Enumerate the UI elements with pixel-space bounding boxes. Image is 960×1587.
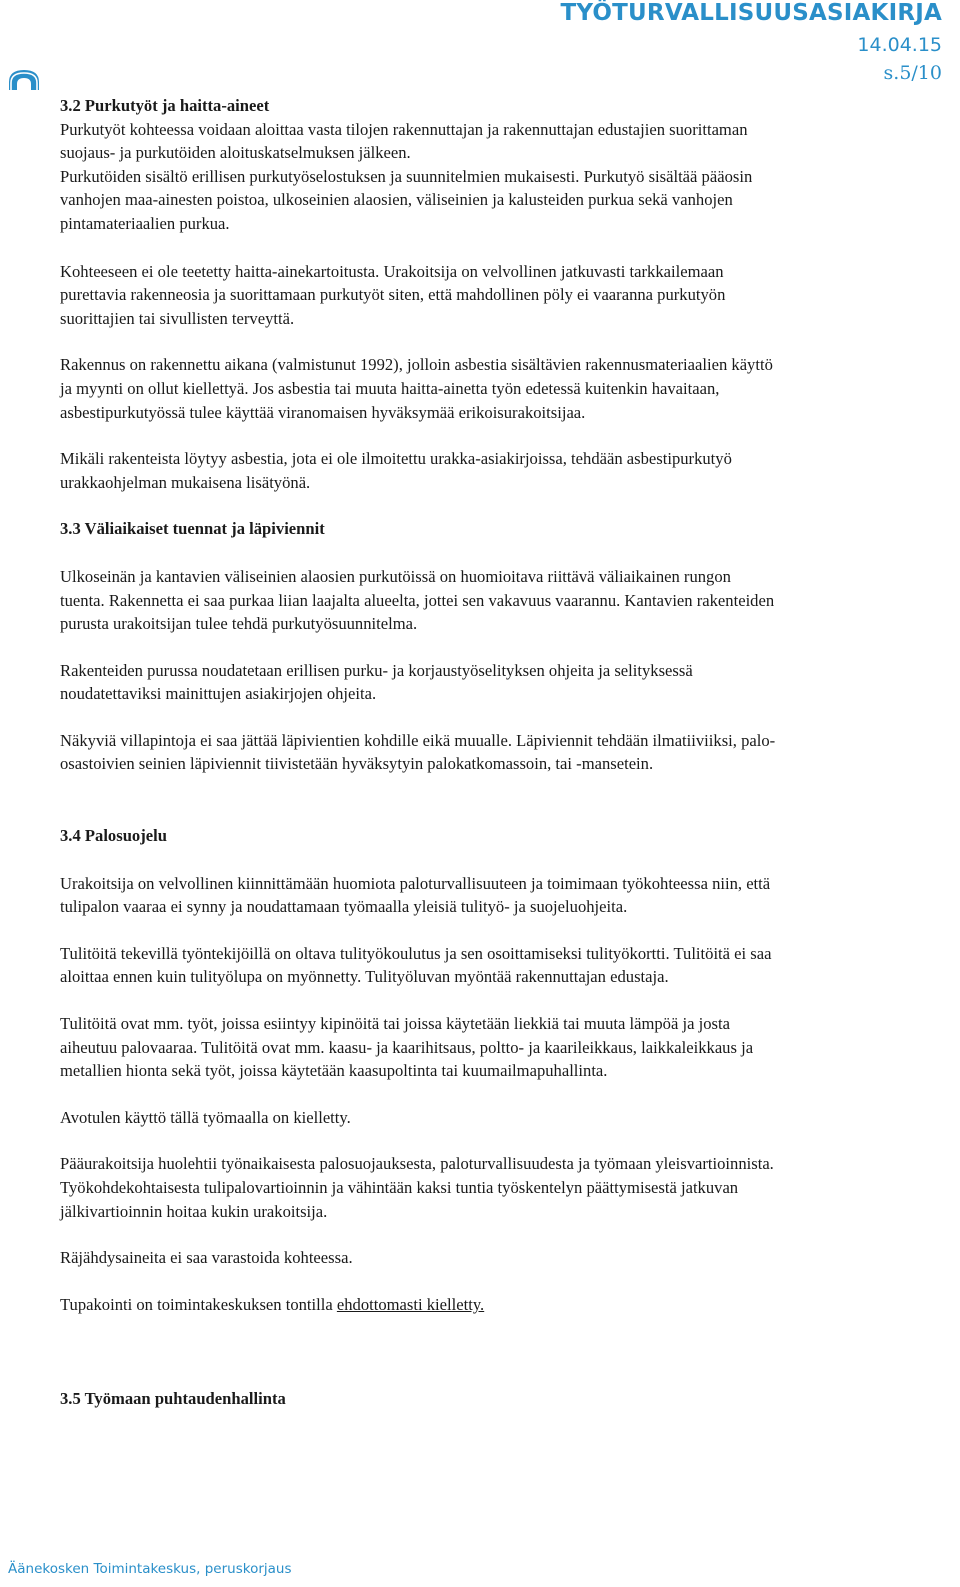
paragraph-line: noudatettaviksi mainittujen asiakirjojen ohjeita. (60, 684, 377, 704)
paragraph-line: aiheutuu palovaaraa. Tulitöitä ovat mm. kaasu- ja kaarihitsaus, poltto- ja kaarileikkaus, laikkaleikkaus ja (60, 1037, 754, 1057)
paragraph-line: metallien hionta sekä työt, joissa käytetään kaasupoltinta tai kuumailmapuhallinta. (60, 1061, 608, 1081)
paragraph-line: suojaus- ja purkutöiden aloituskatselmuksen jälkeen. (60, 143, 411, 163)
section-heading: 3.3 Väliaikaiset tuennat ja läpiviennit (60, 519, 325, 539)
paragraph-line: Ulkoseinän ja kantavien väliseinien alaosien purkutöissä on huomioitava riittävä väliaikainen rungon (60, 566, 731, 586)
paragraph-line: urakkaohjelman mukaisena lisätyönä. (60, 472, 311, 492)
paragraph-line: Mikäli rakenteista löytyy asbestia, jota ei ole ilmoitettu urakka-asiakirjoissa, tehdään asbestipurkutyö (60, 449, 732, 469)
text-span: Tupakointi on toimintakeskuksen tontilla (60, 1294, 337, 1314)
arch-logo-icon (7, 66, 41, 90)
paragraph-line: Tulitöitä ovat mm. työt, joissa esiintyy kipinöitä tai joissa käytetään liekkiä tai muuta lämpöä ja josta (60, 1014, 730, 1034)
footer-text: Äänekosken Toimintakeskus, peruskorjaus (8, 1561, 292, 1577)
paragraph-line: Tulitöitä tekevillä työntekijöillä on oltava tulityökoulutus ja sen osoittamiseksi tulityökortti. Tulitöitä ei saa (60, 943, 772, 963)
paragraph-line: Räjähdysaineita ei saa varastoida kohteessa. (60, 1248, 353, 1268)
paragraph-line: jälkivartioinnin hoitaa kukin urakoitsija. (60, 1201, 328, 1221)
paragraph-line (60, 1293, 940, 1317)
paragraph-line: pintamateriaalien purkua. (60, 213, 230, 233)
paragraph-line: tuenta. Rakennetta ei saa purkaa liian laajalta alueelta, jottei sen vakavuus vaarannu. Kantavien rakenteiden (60, 590, 775, 610)
paragraph-line: Pääurakoitsija huolehtii työnaikaisesta palosuojauksesta, paloturvallisuudesta ja työmaan yleisvartioinnista. (60, 1154, 774, 1174)
paragraph-line: ja myynti on ollut kiellettyä. Jos asbestia tai muuta haitta-ainetta työn edetessä kuitenkin havaitaan, (60, 378, 720, 398)
header-date: 14.04.15 (857, 34, 942, 56)
header-title: TYÖTURVALLISUUSASIAKIRJA (560, 0, 942, 26)
paragraph-line: Kohteeseen ei ole teetetty haitta-ainekartoitusta. Urakoitsija on velvollinen jatkuvasti tarkkailemaan (60, 261, 724, 281)
section-heading: 3.2 Purkutyöt ja haitta-aineet (60, 96, 270, 115)
paragraph-line: Purkutöiden sisältö erillisen purkutyöselostuksen ja suunnitelmien mukaisesti. Purkutyö sisältää pääosin (60, 166, 753, 186)
paragraph-line: tulipalon vaaraa ei synny ja noudattamaan työmaalla yleisiä tulityö- ja suojeluohjeita. (60, 897, 628, 917)
paragraph-line: Työkohdekohtaisesta tulipalovartioinnin ja vähintään kaksi tuntia työskentelyn päättymisestä jatkuvan (60, 1178, 739, 1197)
paragraph-line: Purkutyöt kohteessa voidaan aloittaa vasta tilojen rakennuttajan ja rakennuttajan edustajien suorittaman (60, 119, 748, 139)
section-heading: 3.4 Palosuojelu (60, 826, 167, 846)
paragraph-line: suorittajien tai sivullisten terveyttä. (60, 308, 295, 328)
underlined-emphasis: ehdottomasti kielletty. (336, 1294, 485, 1314)
paragraph-line: Avotulen käyttö tällä työmaalla on kielletty. (60, 1107, 351, 1127)
page-number: s.5/10 (883, 62, 942, 84)
paragraph-line: Näkyviä villapintoja ei saa jättää läpivientien kohdille eikä muualle. Läpiviennit tehdään ilmatiiviiksi, palo- (60, 730, 776, 750)
paragraph-line: purusta urakoitsijan tulee tehdä purkutyösuunnitelma. (60, 614, 418, 634)
section-heading: 3.5 Työmaan puhtaudenhallinta (60, 1389, 286, 1409)
paragraph-line: aloittaa ennen kuin tulityölupa on myönnetty. Tulityöluvan myöntää rakennuttajan edustaja. (60, 967, 669, 987)
paragraph-line: vanhojen maa-ainesten poistoa, ulkoseinien alaosien, väliseinien ja kalusteiden purkua sekä vanhojen (60, 190, 733, 210)
paragraph-line: asbestipurkutyössä tulee käyttää viranomaisen hyväksymää erikoisurakoitsijaa. (60, 402, 586, 422)
paragraph-line: Urakoitsija on velvollinen kiinnittämään huomiota paloturvallisuuteen ja toimimaan työkohteessa niin, että (60, 873, 771, 893)
document-body (60, 94, 940, 1411)
paragraph-line: osastoivien seinien läpiviennit tiivistetään hyväksytyin palokatkomassoin, tai -mansetein. (60, 754, 654, 774)
paragraph-line: Rakenteiden purussa noudatetaan erillisen purku- ja korjaustyöselityksen ohjeita ja selityksessä (60, 660, 693, 680)
paragraph-line: Rakennus on rakennettu aikana (valmistunut 1992), jolloin asbestia sisältävien rakennusmateriaalien käyttö (60, 355, 773, 375)
paragraph-line: purettavia rakenneosia ja suorittamaan purkutyöt siten, että mahdollinen pöly ei vaaranna purkutyön (60, 285, 726, 305)
